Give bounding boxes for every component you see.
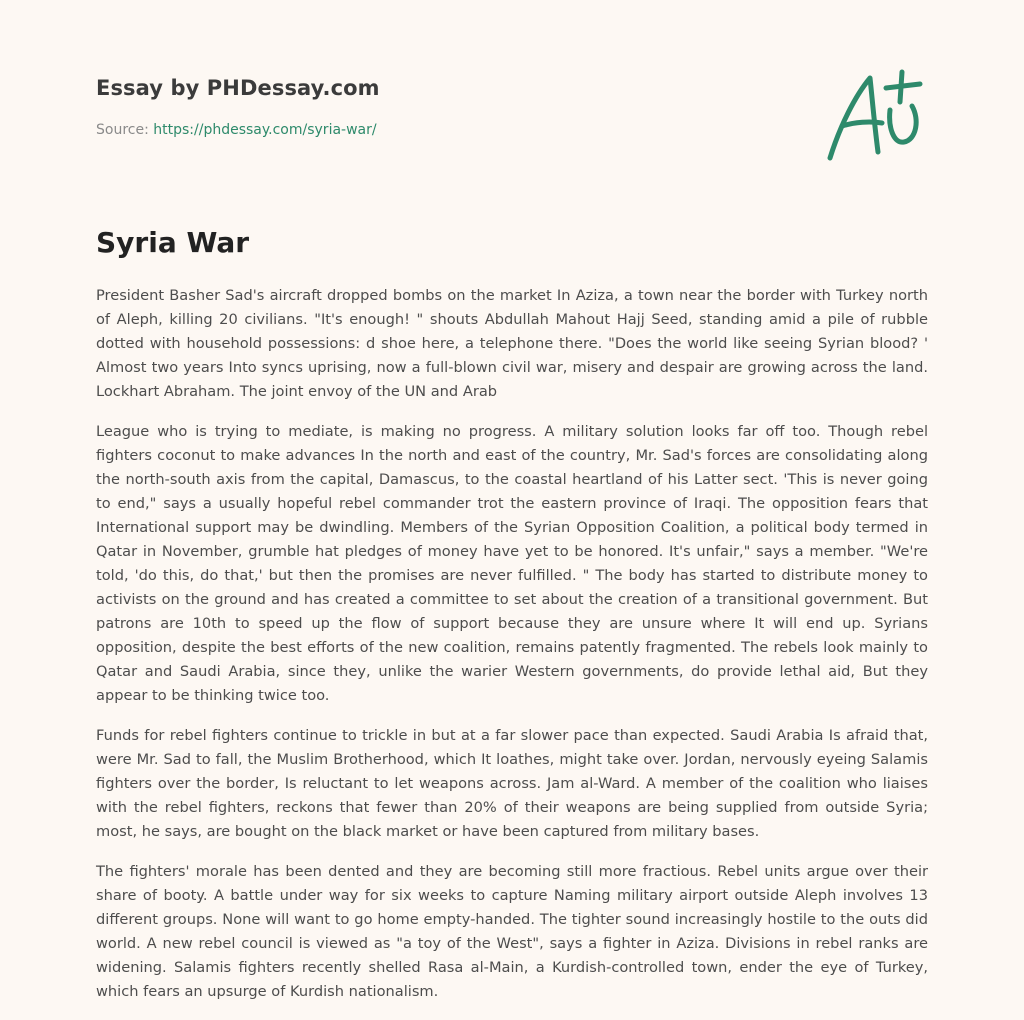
essay-paragraph: League who is trying to mediate, is making no progress. A military solution looks far off too. Though rebel fighters coconut to make advances In the north and east of the country, Mr. Sad's forces are consolidating along the north-south axis from the capital, Damascus, to the coastal heartland of his Latter sect. 'This is never going to end," says a usually hopeful rebel commander trot the eastern province of Iraqi. The opposition fears that International support may be dwindling. Members of the Syrian Opposition Coalition, a political body termed in Qatar in November, grumble hat pledges of money have yet to be honored. It's unfair," says a member. "We're told, 'do this, do that,' but then the promises are never fulfilled. " The body has started to distribute money to activists on the ground and has created a committee to set about the creation of a transitional government. But patrons are 10th to speed up the flow of support because they are unsure where It will end up. Syrians opposition, despite the best efforts of the new coalition, remains patently fragmented. The rebels look mainly to Qatar and Saudi Arabia, since they, unlike the warier Western governments, do provide lethal aid, But they appear to be thinking twice too. <box>96 423 928 704</box>
source-label: Source: <box>96 122 154 138</box>
essay-paragraph: Funds for rebel fighters continue to trickle in but at a far slower pace than expected. Saudi Arabia Is afraid that, were Mr. Sad to fall, the Muslim Brotherhood, which It loathes, might take over. Jordan, nervously eyeing Salamis fighters over the border, Is reluctant to let weapons across. Jam al-Ward. A member of the coalition who liaises with the rebel fighters, reckons that fewer than 20% of their weapons are being supplied from outside Syria; most, he says, are bought on the black market or have been captured from military bases. <box>96 727 928 840</box>
site-title: Essay by PHDessay.com <box>96 76 380 100</box>
source-line <box>96 122 928 138</box>
a-plus-logo-icon <box>820 66 930 166</box>
essay-paragraph: President Basher Sad's aircraft dropped bombs on the market In Aziza, a town near the border with Turkey north of Aleph, killing 20 civilians. "It's enough! " shouts Abdullah Mahout Hajj Seed, standing amid a pile of rubble dotted with household possessions: d shoe here, a telephone there. "Does the world like seeing Syrian blood? ' Almost two years Into syncs uprising, now a full-blown civil war, misery and despair are growing across the land. Lockhart Abraham. The joint envoy of the UN and Arab <box>96 287 928 400</box>
essay-body <box>96 284 928 1020</box>
essay-title: Syria War <box>96 226 250 259</box>
source-link[interactable]: https://phdessay.com/syria-war/ <box>153 122 377 138</box>
page-header <box>96 76 928 138</box>
essay-paragraph: The fighters' morale has been dented and they are becoming still more fractious. Rebel units argue over their share of booty. A battle under way for six weeks to capture Naming military airport outside Aleph involves 13 different groups. None will want to go home empty-handed. The tighter sound increasingly hostile to the outs did world. A new rebel council is viewed as "a toy of the West", says a fighter in Aziza. Divisions in rebel ranks are widening. Salamis fighters recently shelled Rasa al-Main, a Kurdish-controlled town, ender the eye of Turkey, which fears an upsurge of Kurdish nationalism. <box>96 863 928 1000</box>
